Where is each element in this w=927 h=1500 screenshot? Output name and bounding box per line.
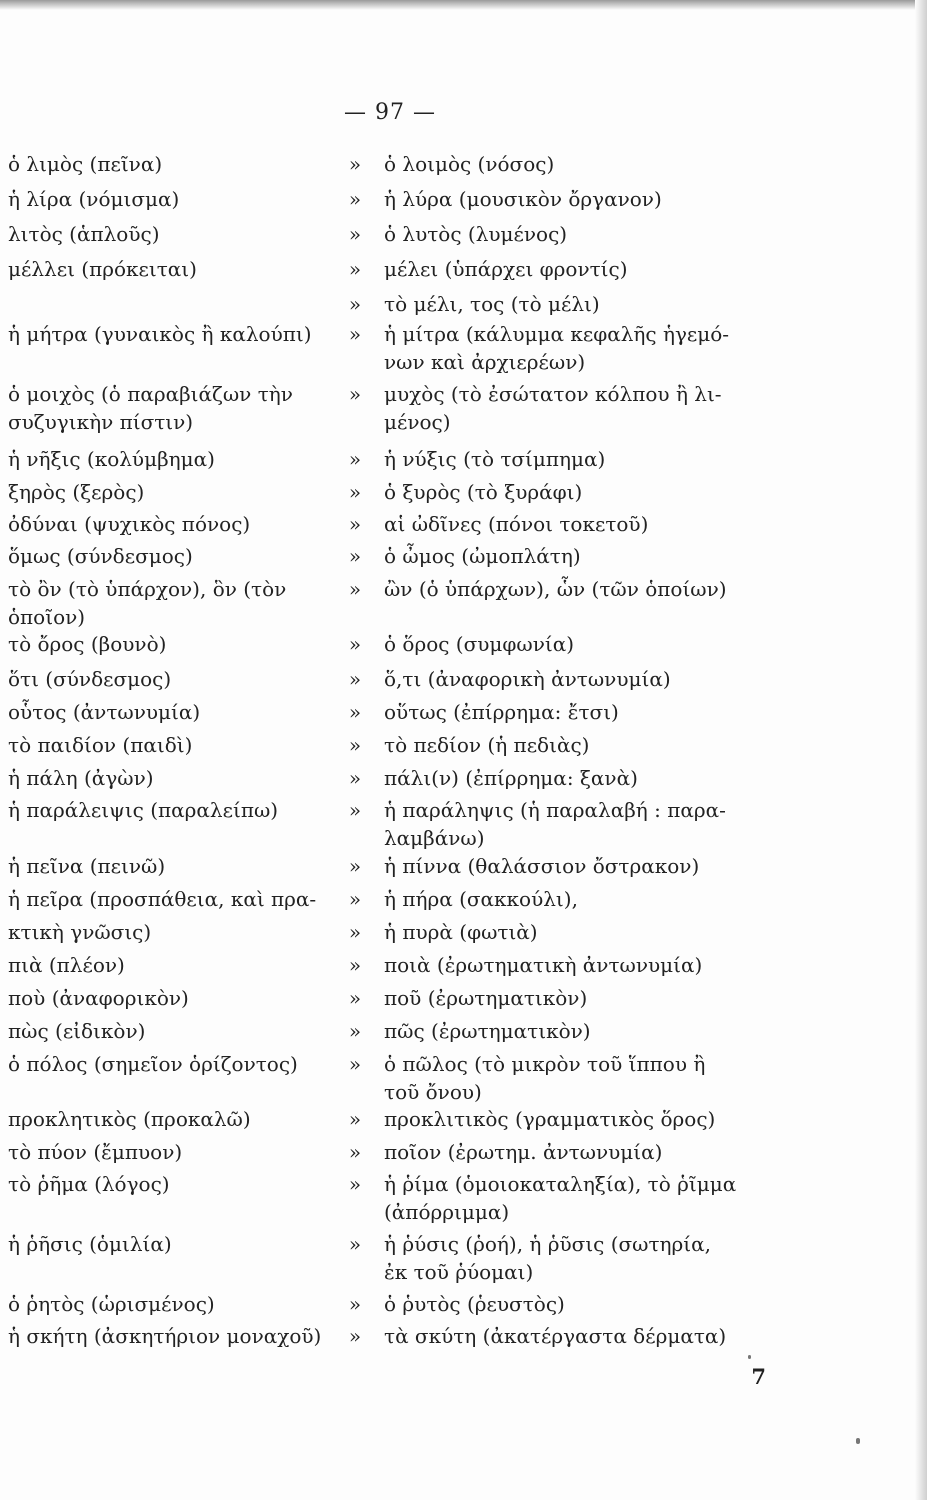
entry-left: [8, 1017, 340, 1045]
entry-left-line: τὸ ὂν (τὸ ὑπάρχον), ὃν (τὸν: [8, 577, 287, 601]
ditto-marker: »: [348, 986, 362, 1010]
entry-left: [8, 255, 340, 283]
entry-left: [8, 665, 340, 693]
entry-right-line: ἡ πυρὰ (φωτιὰ): [384, 920, 538, 944]
entry-right-line: τὸ μέλι, τος (τὸ μέλι): [384, 292, 600, 316]
entry-left: [8, 542, 340, 570]
entry-right-line: ὁ ξυρὸς (τὸ ξυράφι): [384, 480, 583, 504]
entry-right-line: ὁ ὦμος (ὠμοπλάτη): [384, 544, 581, 568]
ditto-marker: »: [348, 152, 362, 176]
entry-right-line: μένος): [384, 410, 451, 434]
entry-left-line: ποὺ (ἀναφορικὸν): [8, 986, 189, 1010]
ditto-marker: »: [348, 222, 362, 246]
entry-right: [384, 445, 774, 473]
ditto-marker: »: [348, 920, 362, 944]
entry-left-line: ἡ πάλη (ἀγὼν): [8, 766, 154, 790]
ditto-marker: »: [348, 1140, 362, 1164]
entry-left: [8, 1138, 340, 1166]
entry-left: [8, 1170, 340, 1198]
ditto-marker: »: [348, 887, 362, 911]
entry-left-line: τὸ πύον (ἔμπυον): [8, 1140, 183, 1164]
entry-left-line: προκλητικὸς (προκαλῶ): [8, 1107, 251, 1131]
entry-right-line: ποῖον (ἐρωτημ. ἀντωνυμία): [384, 1140, 663, 1164]
entry-right: [384, 731, 774, 759]
entry-right-line: ἡ πίννα (θαλάσσιον ὄστρακον): [384, 854, 700, 878]
entry-right-line: ἡ ῥύσις (ῥοή), ἡ ῥῦσις (σωτηρία,: [384, 1232, 711, 1256]
entry-left-line: ἡ ῥῆσις (ὁμιλία): [8, 1232, 172, 1256]
ditto-marker: »: [348, 1232, 362, 1256]
entry-right-line: λαμβάνω): [384, 826, 485, 850]
entry-left: [8, 1050, 340, 1078]
entry-right: [384, 1322, 774, 1350]
entry-right-line: ἡ λύρα (μουσικὸν ὄργανον): [384, 187, 662, 211]
entry-right: [384, 1290, 774, 1318]
entry-right-line: ὁ λυτὸς (λυμένος): [384, 222, 568, 246]
ditto-marker: »: [348, 1324, 362, 1348]
entry-left-line: μέλλει (πρόκειται): [8, 257, 197, 281]
entry-left: [8, 764, 340, 792]
entry-right-line: πῶς (ἐρωτηματικὸν): [384, 1019, 591, 1043]
entry-left: [8, 796, 340, 824]
entry-right: [384, 542, 774, 570]
entry-right: [384, 1170, 774, 1226]
ditto-marker: »: [348, 447, 362, 471]
ditto-marker: »: [348, 667, 362, 691]
entry-right: [384, 918, 774, 946]
entry-right-line: ποῦ (ἐρωτηματικὸν): [384, 986, 588, 1010]
entry-left: [8, 478, 340, 506]
ditto-marker: »: [348, 733, 362, 757]
entry-left-line: ὁ μοιχὸς (ὁ παραβιάζων τὴν: [8, 382, 293, 406]
entry-right-line: ὁ λοιμὸς (νόσος): [384, 152, 555, 176]
entry-left: [8, 918, 340, 946]
entry-right: [384, 764, 774, 792]
entry-left-line: ἡ παράλειψις (παραλείπω): [8, 798, 279, 822]
entry-left: [8, 150, 340, 178]
entry-right: [384, 220, 774, 248]
entry-right-line: (ἀπόρριμμα): [384, 1200, 510, 1224]
entry-left: [8, 984, 340, 1012]
signature-number: 7: [751, 1364, 766, 1389]
entry-right: [384, 290, 774, 318]
entry-right-line: πάλι(ν) (ἐπίρρημα: ξανὰ): [384, 766, 638, 790]
entry-right-line: αἱ ὠδῖνες (πόνοι τοκετοῦ): [384, 512, 649, 536]
entry-left: [8, 380, 340, 436]
entry-right: [384, 1138, 774, 1166]
entry-right: [384, 630, 774, 658]
entry-right-line: τοῦ ὄνου): [384, 1080, 482, 1104]
entry-left: [8, 445, 340, 473]
entry-right: [384, 984, 774, 1012]
entry-left-line: πὼς (εἰδικὸν): [8, 1019, 146, 1043]
ditto-marker: »: [348, 512, 362, 536]
ditto-marker: »: [348, 1292, 362, 1316]
entry-right: [384, 150, 774, 178]
entry-right: [384, 380, 774, 436]
ditto-marker: »: [348, 480, 362, 504]
entry-left: [8, 575, 340, 631]
entry-right-line: ὁ ὅρος (συμφωνία): [384, 632, 575, 656]
entry-right-line: ἡ ῥίμα (ὁμοιοκαταληξία), τὸ ῥῖμμα: [384, 1172, 737, 1196]
entry-right-line: ἡ νύξις (τὸ τσίμπημα): [384, 447, 606, 471]
entry-right-line: ὁ πῶλος (τὸ μικρὸν τοῦ ἵππου ἢ: [384, 1052, 706, 1076]
entry-left-line: ξηρὸς (ξερὸς): [8, 480, 145, 504]
entry-right-line: ὁ ῥυτὸς (ῥευστὸς): [384, 1292, 565, 1316]
entry-right: [384, 510, 774, 538]
entry-right-line: νων καὶ ἀρχιερέων): [384, 350, 586, 374]
ditto-marker: »: [348, 798, 362, 822]
entry-right-line: ὅ,τι (ἀναφορικὴ ἀντωνυμία): [384, 667, 671, 691]
entry-right: [384, 796, 774, 852]
entry-left-line: τὸ ὄρος (βουνὸ): [8, 632, 167, 656]
ditto-marker: »: [348, 1052, 362, 1076]
entry-left: [8, 320, 340, 348]
entry-left: [8, 1322, 340, 1350]
entry-left-line: ὅμως (σύνδεσμος): [8, 544, 193, 568]
entry-right: [384, 575, 774, 603]
entry-left-line: ἡ πεῖρα (προσπάθεια, καὶ πρα-: [8, 887, 317, 911]
entry-left: [8, 951, 340, 979]
entry-left-line: συζυγικὴν πίστιν): [8, 410, 194, 434]
entry-left-line: ὁ ῥητὸς (ὡρισμένος): [8, 1292, 215, 1316]
ditto-marker: »: [348, 382, 362, 406]
entry-right-line: τὰ σκύτη (ἀκατέργαστα δέρματα): [384, 1324, 727, 1348]
entry-left: [8, 1105, 340, 1133]
entry-left-line: κτικὴ γνῶσις): [8, 920, 152, 944]
entry-left-line: λιτὸς (ἁπλοῦς): [8, 222, 160, 246]
entry-right-line: ὢν (ὁ ὑπάρχων), ὧν (τῶν ὁποίων): [384, 577, 727, 601]
entry-right: [384, 698, 774, 726]
entry-left-line: ὁ πόλος (σημεῖον ὁρίζοντος): [8, 1052, 298, 1076]
page-number: — 97 —: [344, 100, 436, 125]
entry-right-line: ἡ πήρα (σακκούλι),: [384, 887, 578, 911]
ditto-marker: »: [348, 700, 362, 724]
entry-left: [8, 852, 340, 880]
entry-right: [384, 852, 774, 880]
ditto-marker: »: [348, 544, 362, 568]
entry-left: [8, 731, 340, 759]
entry-right: [384, 885, 774, 913]
entry-left: [8, 185, 340, 213]
ditto-marker: »: [348, 1019, 362, 1043]
entry-right-line: τὸ πεδίον (ἡ πεδιὰς): [384, 733, 590, 757]
entry-left: [8, 630, 340, 658]
ink-speck: [748, 1355, 751, 1359]
entry-left-line: ἡ μήτρα (γυναικὸς ἢ καλούπι): [8, 322, 312, 346]
entry-right: [384, 185, 774, 213]
ditto-marker: »: [348, 292, 362, 316]
entry-left-line: ὁ λιμὸς (πεῖνα): [8, 152, 163, 176]
entry-left-line: ὁποῖον): [8, 605, 86, 629]
entry-left-line: πιὰ (πλέον): [8, 953, 125, 977]
entry-right: [384, 1017, 774, 1045]
entry-right: [384, 255, 774, 283]
entry-right-line: ποιὰ (ἐρωτηματικὴ ἀντωνυμία): [384, 953, 703, 977]
entry-left: [8, 1290, 340, 1318]
entry-right-line: ἐκ τοῦ ῥύομαι): [384, 1260, 534, 1284]
entry-right-line: προκλιτικὸς (γραμματικὸς ὅρος): [384, 1107, 716, 1131]
entry-right: [384, 1050, 774, 1106]
entry-left-line: οὗτος (ἀντωνυμία): [8, 700, 201, 724]
entry-right-line: οὕτως (ἐπίρρημα: ἔτσι): [384, 700, 619, 724]
ditto-marker: »: [348, 1107, 362, 1131]
entry-left-line: τὸ παιδίον (παιδὶ): [8, 733, 193, 757]
entry-right-line: μυχὸς (τὸ ἐσώτατον κόλπου ἢ λι-: [384, 382, 722, 406]
ditto-marker: »: [348, 187, 362, 211]
entry-right: [384, 1105, 774, 1133]
entry-right-line: ἡ παράληψις (ἡ παραλαβή : παρα-: [384, 798, 726, 822]
entry-left-line: τὸ ῥῆμα (λόγος): [8, 1172, 170, 1196]
entry-left: [8, 510, 340, 538]
entry-left-line: ἡ νῆξις (κολύμβημα): [8, 447, 215, 471]
entry-left: [8, 220, 340, 248]
entry-right: [384, 1230, 774, 1286]
entry-left-line: ἡ πεῖνα (πεινῶ): [8, 854, 166, 878]
ditto-marker: »: [348, 766, 362, 790]
ditto-marker: »: [348, 1172, 362, 1196]
entry-right-line: ἡ μίτρα (κάλυμμα κεφαλῆς ἡγεμό-: [384, 322, 730, 346]
entry-left-line: ὅτι (σύνδεσμος): [8, 667, 172, 691]
entry-left: [8, 1230, 340, 1258]
ditto-marker: »: [348, 257, 362, 281]
entry-right: [384, 665, 774, 693]
ditto-marker: »: [348, 953, 362, 977]
entry-left-line: ὀδύναι (ψυχικὸς πόνος): [8, 512, 251, 536]
entry-left: [8, 698, 340, 726]
entry-left-line: ἡ λίρα (νόμισμα): [8, 187, 180, 211]
ditto-marker: »: [348, 577, 362, 601]
ditto-marker: »: [348, 322, 362, 346]
ditto-marker: »: [348, 632, 362, 656]
entry-right: [384, 320, 774, 376]
entry-right: [384, 478, 774, 506]
entry-right: [384, 951, 774, 979]
ink-speck: [856, 1438, 860, 1444]
entry-left-line: ἡ σκήτη (ἀσκητήριον μοναχοῦ): [8, 1324, 322, 1348]
entry-left: [8, 885, 340, 913]
ditto-marker: »: [348, 854, 362, 878]
entry-right-line: μέλει (ὑπάρχει φροντίς): [384, 257, 628, 281]
